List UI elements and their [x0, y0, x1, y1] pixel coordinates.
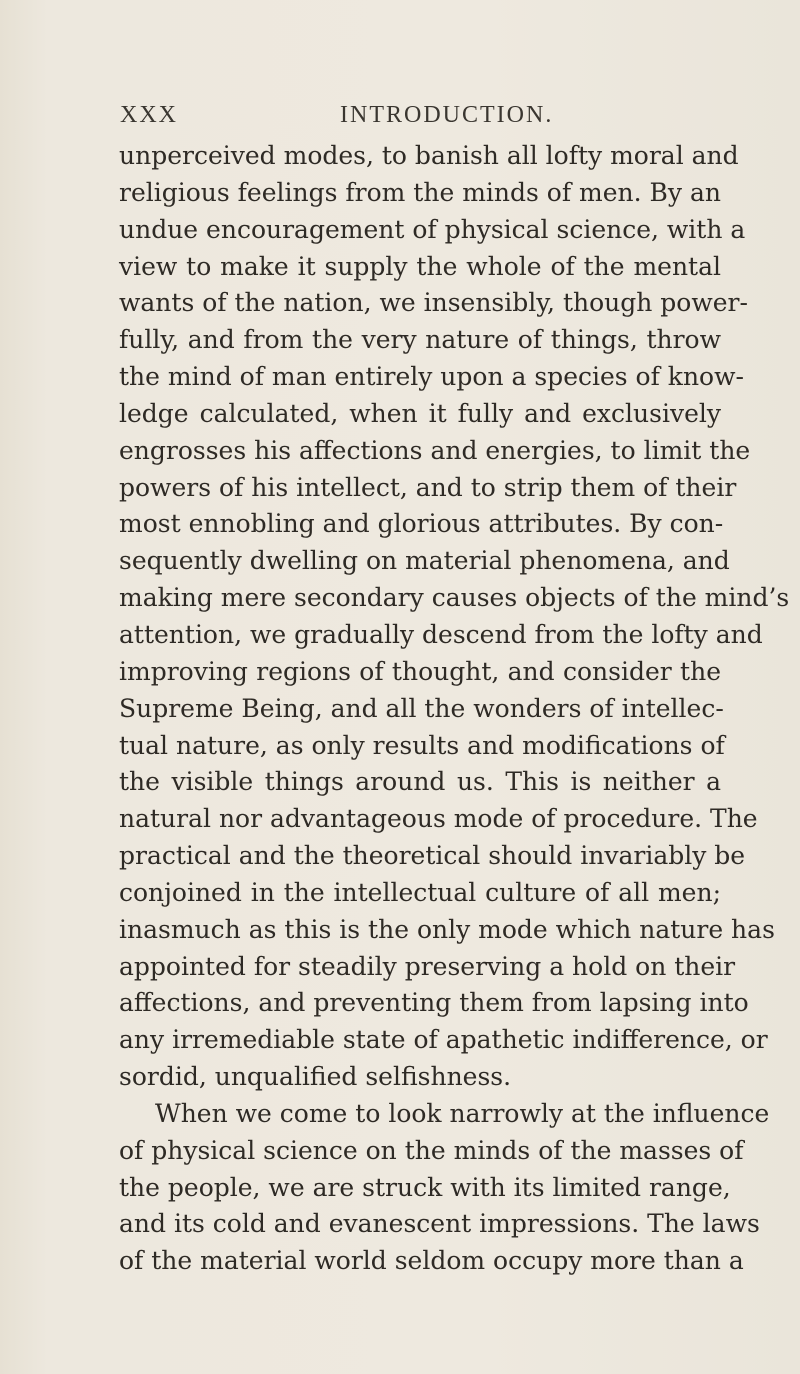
- text-line: engrosses his affections and energies, to limit the: [119, 435, 751, 465]
- text-line: ledge calculated, when it fully and exclusively: [119, 398, 721, 428]
- text-line: conjoined in the intellectual culture of all men;: [119, 877, 721, 907]
- text-line: religious feelings from the minds of men. By an: [119, 177, 721, 207]
- text-line: tual nature, as only results and modifications of: [119, 730, 725, 760]
- text-line: attention, we gradually descend from the lofty and: [119, 619, 763, 649]
- text-line: affections, and preventing them from lapsing into: [119, 988, 749, 1018]
- text-line: inasmuch as this is the only mode which nature has: [119, 914, 775, 944]
- text-line: When we come to look narrowly at the influence: [155, 1098, 770, 1128]
- text-line: powers of his intellect, and to strip them of their: [119, 472, 737, 502]
- text-line: the people, we are struck with its limited range,: [119, 1172, 731, 1202]
- text-line: any irremediable state of apathetic indifference, or: [119, 1025, 768, 1055]
- text-line: improving regions of thought, and consider the: [119, 656, 721, 686]
- text-line: the visible things around us. This is neither a: [119, 767, 721, 797]
- text-line: sequently dwelling on material phenomena, and: [119, 546, 730, 576]
- page-number: XXX: [120, 102, 178, 128]
- text-line: natural nor advantageous mode of procedure. The: [119, 804, 758, 834]
- running-title: INTRODUCTION.: [340, 102, 554, 128]
- text-line: undue encouragement of physical science, with a: [119, 214, 746, 244]
- running-head: [120, 102, 720, 142]
- text-line: most ennobling and glorious attributes. By con-: [119, 509, 724, 539]
- text-line: of the material world seldom occupy more than a: [119, 1246, 744, 1276]
- text-line: and its cold and evanescent impressions. The laws: [119, 1209, 760, 1239]
- text-line: appointed for steadily preserving a hold on their: [119, 951, 736, 981]
- body-text: [119, 138, 790, 1280]
- text-line: Supreme Being, and all the wonders of intellec-: [119, 693, 724, 723]
- text-line: sordid, unqualified selfishness.: [119, 1062, 512, 1092]
- text-line: wants of the nation, we insensibly, though power-: [119, 288, 748, 318]
- text-line: view to make it supply the whole of the mental: [119, 251, 721, 281]
- text-line: practical and the theoretical should invariably be: [119, 841, 746, 871]
- text-line: making mere secondary causes objects of the mind’s: [119, 583, 790, 613]
- text-line: unperceived modes, to banish all lofty moral and: [119, 141, 739, 170]
- text-line: fully, and from the very nature of things, throw: [119, 325, 721, 355]
- text-line: of physical science on the minds of the masses of: [119, 1135, 744, 1165]
- text-line: the mind of man entirely upon a species of know-: [119, 362, 744, 392]
